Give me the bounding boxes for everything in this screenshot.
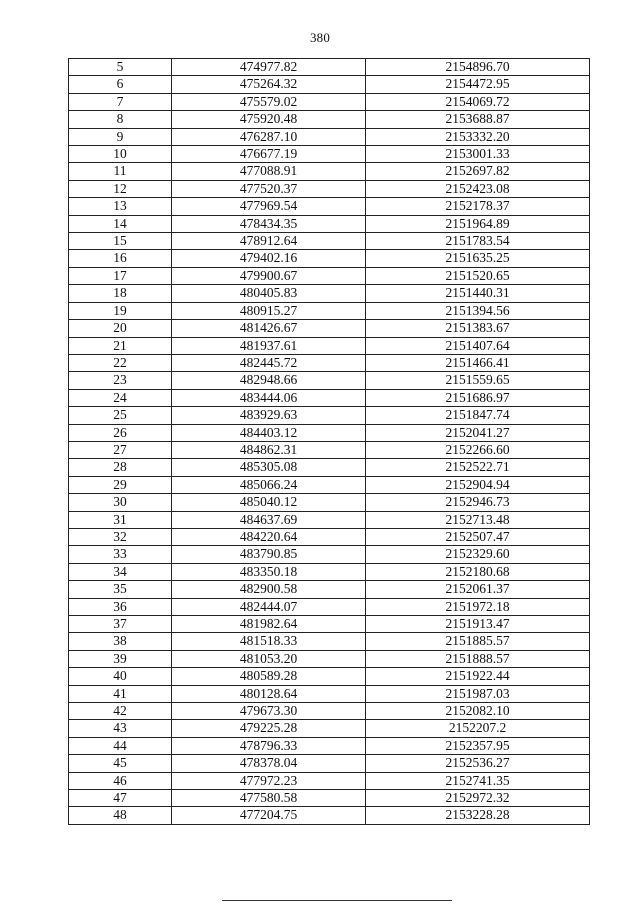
y-coordinate-cell: 2152904.94 <box>366 476 590 493</box>
coordinates-table-body <box>69 59 590 825</box>
y-coordinate-cell: 2151635.25 <box>366 250 590 267</box>
x-coordinate-cell: 478796.33 <box>172 737 366 754</box>
point-number-cell: 5 <box>69 59 172 76</box>
y-coordinate-cell: 2151987.03 <box>366 685 590 702</box>
y-coordinate-cell: 2151885.57 <box>366 633 590 650</box>
table-row <box>69 598 590 615</box>
point-number-cell: 27 <box>69 441 172 458</box>
x-coordinate-cell: 479900.67 <box>172 267 366 284</box>
point-number-cell: 40 <box>69 668 172 685</box>
x-coordinate-cell: 475920.48 <box>172 111 366 128</box>
x-coordinate-cell: 476287.10 <box>172 128 366 145</box>
table-row <box>69 59 590 76</box>
x-coordinate-cell: 482900.58 <box>172 581 366 598</box>
x-coordinate-cell: 479673.30 <box>172 703 366 720</box>
y-coordinate-cell: 2152082.10 <box>366 703 590 720</box>
x-coordinate-cell: 484637.69 <box>172 511 366 528</box>
table-row <box>69 441 590 458</box>
y-coordinate-cell: 2152697.82 <box>366 163 590 180</box>
point-number-cell: 20 <box>69 320 172 337</box>
y-coordinate-cell: 2152178.37 <box>366 198 590 215</box>
x-coordinate-cell: 481518.33 <box>172 633 366 650</box>
table-row <box>69 180 590 197</box>
x-coordinate-cell: 485066.24 <box>172 476 366 493</box>
y-coordinate-cell: 2152180.68 <box>366 563 590 580</box>
y-coordinate-cell: 2152207.2 <box>366 720 590 737</box>
y-coordinate-cell: 2152507.47 <box>366 528 590 545</box>
x-coordinate-cell: 477969.54 <box>172 198 366 215</box>
y-coordinate-cell: 2151783.54 <box>366 233 590 250</box>
table-row <box>69 372 590 389</box>
point-number-cell: 29 <box>69 476 172 493</box>
x-coordinate-cell: 481937.61 <box>172 337 366 354</box>
x-coordinate-cell: 479225.28 <box>172 720 366 737</box>
point-number-cell: 35 <box>69 581 172 598</box>
table-row <box>69 807 590 824</box>
point-number-cell: 8 <box>69 111 172 128</box>
point-number-cell: 22 <box>69 354 172 371</box>
point-number-cell: 46 <box>69 772 172 789</box>
table-row <box>69 755 590 772</box>
table-row <box>69 650 590 667</box>
table-row <box>69 772 590 789</box>
table-row <box>69 354 590 371</box>
table-row <box>69 685 590 702</box>
point-number-cell: 43 <box>69 720 172 737</box>
point-number-cell: 47 <box>69 790 172 807</box>
table-row <box>69 424 590 441</box>
point-number-cell: 26 <box>69 424 172 441</box>
x-coordinate-cell: 480405.83 <box>172 285 366 302</box>
y-coordinate-cell: 2154472.95 <box>366 76 590 93</box>
y-coordinate-cell: 2151394.56 <box>366 302 590 319</box>
table-row <box>69 511 590 528</box>
point-number-cell: 12 <box>69 180 172 197</box>
table-row <box>69 337 590 354</box>
point-number-cell: 10 <box>69 146 172 163</box>
y-coordinate-cell: 2151922.44 <box>366 668 590 685</box>
point-number-cell: 45 <box>69 755 172 772</box>
page-number: 380 <box>309 30 331 45</box>
y-coordinate-cell: 2151559.65 <box>366 372 590 389</box>
x-coordinate-cell: 477972.23 <box>172 772 366 789</box>
table-row <box>69 233 590 250</box>
table-row <box>69 563 590 580</box>
y-coordinate-cell: 2154069.72 <box>366 93 590 110</box>
coordinates-table <box>68 58 590 825</box>
x-coordinate-cell: 483929.63 <box>172 407 366 424</box>
point-number-cell: 33 <box>69 546 172 563</box>
y-coordinate-cell: 2153332.20 <box>366 128 590 145</box>
point-number-cell: 30 <box>69 494 172 511</box>
point-number-cell: 6 <box>69 76 172 93</box>
point-number-cell: 38 <box>69 633 172 650</box>
point-number-cell: 21 <box>69 337 172 354</box>
x-coordinate-cell: 483790.85 <box>172 546 366 563</box>
table-row <box>69 163 590 180</box>
table-row <box>69 111 590 128</box>
y-coordinate-cell: 2151972.18 <box>366 598 590 615</box>
y-coordinate-cell: 2152946.73 <box>366 494 590 511</box>
point-number-cell: 13 <box>69 198 172 215</box>
table-row <box>69 407 590 424</box>
table-row <box>69 546 590 563</box>
y-coordinate-cell: 2154896.70 <box>366 59 590 76</box>
table-row <box>69 128 590 145</box>
point-number-cell: 7 <box>69 93 172 110</box>
table-row <box>69 76 590 93</box>
y-coordinate-cell: 2153228.28 <box>366 807 590 824</box>
x-coordinate-cell: 476677.19 <box>172 146 366 163</box>
x-coordinate-cell: 483350.18 <box>172 563 366 580</box>
y-coordinate-cell: 2152423.08 <box>366 180 590 197</box>
point-number-cell: 48 <box>69 807 172 824</box>
table-row <box>69 320 590 337</box>
y-coordinate-cell: 2152357.95 <box>366 737 590 754</box>
x-coordinate-cell: 481982.64 <box>172 616 366 633</box>
y-coordinate-cell: 2151964.89 <box>366 215 590 232</box>
y-coordinate-cell: 2151847.74 <box>366 407 590 424</box>
point-number-cell: 16 <box>69 250 172 267</box>
table-row <box>69 389 590 406</box>
y-coordinate-cell: 2151407.64 <box>366 337 590 354</box>
x-coordinate-cell: 480589.28 <box>172 668 366 685</box>
table-row <box>69 494 590 511</box>
y-coordinate-cell: 2152713.48 <box>366 511 590 528</box>
table-row <box>69 146 590 163</box>
point-number-cell: 17 <box>69 267 172 284</box>
table-row <box>69 267 590 284</box>
point-number-cell: 44 <box>69 737 172 754</box>
point-number-cell: 37 <box>69 616 172 633</box>
x-coordinate-cell: 480128.64 <box>172 685 366 702</box>
point-number-cell: 14 <box>69 215 172 232</box>
point-number-cell: 11 <box>69 163 172 180</box>
x-coordinate-cell: 475579.02 <box>172 93 366 110</box>
y-coordinate-cell: 2152536.27 <box>366 755 590 772</box>
y-coordinate-cell: 2151686.97 <box>366 389 590 406</box>
point-number-cell: 24 <box>69 389 172 406</box>
y-coordinate-cell: 2152741.35 <box>366 772 590 789</box>
point-number-cell: 23 <box>69 372 172 389</box>
table-row <box>69 790 590 807</box>
y-coordinate-cell: 2153688.87 <box>366 111 590 128</box>
x-coordinate-cell: 480915.27 <box>172 302 366 319</box>
point-number-cell: 19 <box>69 302 172 319</box>
y-coordinate-cell: 2153001.33 <box>366 146 590 163</box>
y-coordinate-cell: 2151466.41 <box>366 354 590 371</box>
point-number-cell: 18 <box>69 285 172 302</box>
point-number-cell: 34 <box>69 563 172 580</box>
table-row <box>69 459 590 476</box>
x-coordinate-cell: 482444.07 <box>172 598 366 615</box>
table-row <box>69 668 590 685</box>
x-coordinate-cell: 475264.32 <box>172 76 366 93</box>
point-number-cell: 36 <box>69 598 172 615</box>
y-coordinate-cell: 2151383.67 <box>366 320 590 337</box>
x-coordinate-cell: 484403.12 <box>172 424 366 441</box>
x-coordinate-cell: 484220.64 <box>172 528 366 545</box>
y-coordinate-cell: 2152061.37 <box>366 581 590 598</box>
table-row <box>69 703 590 720</box>
x-coordinate-cell: 477580.58 <box>172 790 366 807</box>
y-coordinate-cell: 2151520.65 <box>366 267 590 284</box>
x-coordinate-cell: 479402.16 <box>172 250 366 267</box>
x-coordinate-cell: 482445.72 <box>172 354 366 371</box>
x-coordinate-cell: 478912.64 <box>172 233 366 250</box>
x-coordinate-cell: 477088.91 <box>172 163 366 180</box>
point-number-cell: 32 <box>69 528 172 545</box>
x-coordinate-cell: 485305.08 <box>172 459 366 476</box>
point-number-cell: 41 <box>69 685 172 702</box>
point-number-cell: 28 <box>69 459 172 476</box>
x-coordinate-cell: 474977.82 <box>172 59 366 76</box>
table-row <box>69 250 590 267</box>
point-number-cell: 31 <box>69 511 172 528</box>
point-number-cell: 15 <box>69 233 172 250</box>
x-coordinate-cell: 485040.12 <box>172 494 366 511</box>
y-coordinate-cell: 2152522.71 <box>366 459 590 476</box>
table-row <box>69 720 590 737</box>
table-row <box>69 93 590 110</box>
y-coordinate-cell: 2152266.60 <box>366 441 590 458</box>
y-coordinate-cell: 2152972.32 <box>366 790 590 807</box>
x-coordinate-cell: 484862.31 <box>172 441 366 458</box>
x-coordinate-cell: 482948.66 <box>172 372 366 389</box>
table-row <box>69 476 590 493</box>
table-row <box>69 285 590 302</box>
x-coordinate-cell: 481053.20 <box>172 650 366 667</box>
table-row <box>69 302 590 319</box>
table-row <box>69 215 590 232</box>
y-coordinate-cell: 2152041.27 <box>366 424 590 441</box>
x-coordinate-cell: 481426.67 <box>172 320 366 337</box>
table-row <box>69 198 590 215</box>
x-coordinate-cell: 477204.75 <box>172 807 366 824</box>
y-coordinate-cell: 2152329.60 <box>366 546 590 563</box>
table-row <box>69 616 590 633</box>
point-number-cell: 25 <box>69 407 172 424</box>
bottom-divider <box>222 900 452 901</box>
table-row <box>69 633 590 650</box>
point-number-cell: 39 <box>69 650 172 667</box>
x-coordinate-cell: 478378.04 <box>172 755 366 772</box>
y-coordinate-cell: 2151913.47 <box>366 616 590 633</box>
table-row <box>69 581 590 598</box>
y-coordinate-cell: 2151440.31 <box>366 285 590 302</box>
table-row <box>69 737 590 754</box>
x-coordinate-cell: 477520.37 <box>172 180 366 197</box>
table-row <box>69 528 590 545</box>
point-number-cell: 42 <box>69 703 172 720</box>
x-coordinate-cell: 478434.35 <box>172 215 366 232</box>
x-coordinate-cell: 483444.06 <box>172 389 366 406</box>
y-coordinate-cell: 2151888.57 <box>366 650 590 667</box>
point-number-cell: 9 <box>69 128 172 145</box>
